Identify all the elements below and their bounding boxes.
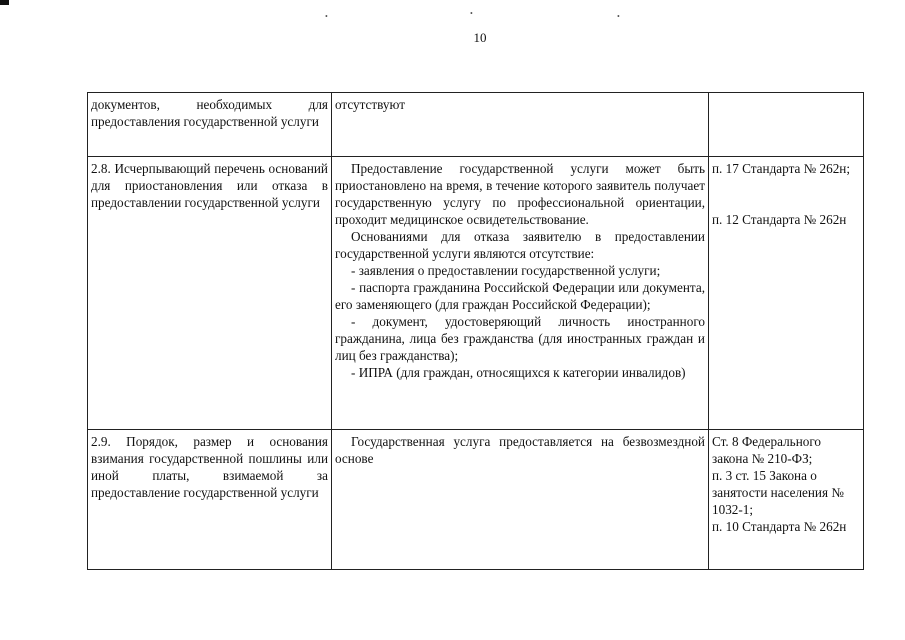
legal-reference: п. 3 ст. 15 Закона о занятости населения № 1032-1; [712, 468, 844, 517]
content-paragraph: Основаниями для отказа заявителю в предоставлении государственной услуги являются отсутствие: [335, 229, 705, 261]
scan-speck: • [617, 12, 620, 21]
content-paragraph: Предоставление государственной услуги может быть приостановлено на время, в течение которого заявитель получает государственную услугу по профессиональной ориентации, проходит медицинское освидетельствование. [335, 161, 705, 227]
list-item: - ИПРА (для граждан, относящихся к категории инвалидов) [351, 365, 686, 380]
content-cell [332, 157, 709, 430]
reference-cell [709, 157, 864, 430]
section-title-cell [88, 430, 332, 570]
scan-speck: • [470, 9, 473, 18]
list-item: - документ, удостоверяющий личность иностранного гражданина, лица без гражданства (для иностранных граждан и лиц без гражданства); [335, 314, 705, 363]
scan-corner-mark [0, 0, 9, 5]
table-row [88, 430, 864, 570]
legal-reference: п. 17 Стандарта № 262н; [712, 161, 851, 176]
scan-speck: • [325, 12, 328, 21]
content-cell [332, 430, 709, 570]
list-item: - паспорта гражданина Российской Федерации или документа, его заменяющего (для граждан Российской Федерации); [335, 280, 705, 312]
section-title: документов, необходимых для предоставления государственной услуги [91, 97, 328, 129]
content-paragraph: Государственная услуга предоставляется на безвозмездной основе [335, 434, 705, 466]
section-title-cell [88, 93, 332, 157]
reference-cell [709, 93, 864, 157]
regulation-table [87, 92, 864, 570]
content-paragraph: отсутствуют [335, 97, 405, 112]
section-title: 2.9. Порядок, размер и основания взимания государственной пошлины или иной платы, взимаемой за предоставление государственной услуги [91, 434, 328, 500]
legal-reference: п. 10 Стандарта № 262н [712, 519, 847, 534]
section-title: 2.8. Исчерпывающий перечень оснований для приостановления или отказа в предоставлении государственной услуги [91, 161, 328, 210]
legal-reference: Ст. 8 Федерального закона № 210-ФЗ; [712, 434, 822, 466]
section-title-cell [88, 157, 332, 430]
content-cell [332, 93, 709, 157]
table-row [88, 93, 864, 157]
reference-cell [709, 430, 864, 570]
legal-reference: п. 12 Стандарта № 262н [712, 212, 847, 227]
page-number: 10 [473, 30, 487, 45]
table-row [88, 157, 864, 430]
list-item: - заявления о предоставлении государственной услуги; [351, 263, 661, 278]
